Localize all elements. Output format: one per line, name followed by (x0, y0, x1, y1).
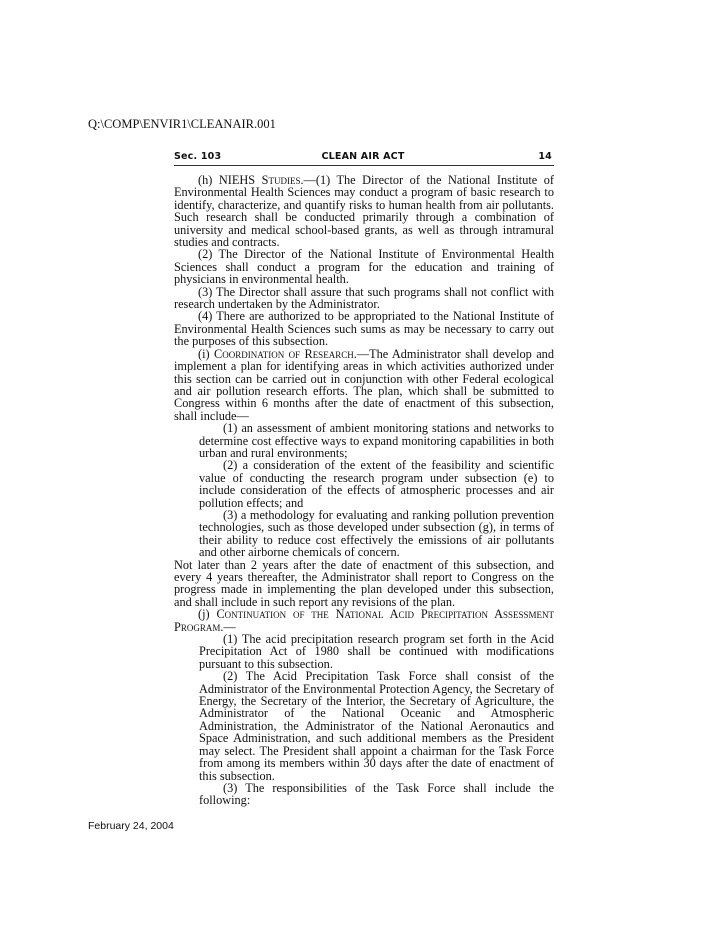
header-page-number: 14 (538, 151, 552, 162)
paragraph-text: Not later than 2 years after the date of enactment of this subsection, and every 4 years thereafter, the Administrator shall report to Congress on the progress made in implementing the plan developed under this subsection, and shall include in such report any revisions of the plan. (174, 557, 554, 609)
paragraph-text: (3) a methodology for evaluating and ranking pollution prevention technologies, such as those developed under subsection (g), in terms of their ability to reduce cost effectively the emissions of air pollutants and other airborne chemicals of concern. (199, 507, 554, 560)
file-path: Q:\COMP\ENVIR1\CLEANAIR.001 (88, 117, 276, 131)
paragraph-heading: Studies (261, 173, 301, 187)
header-rule (174, 165, 554, 166)
paragraph-lead: (h) NIEHS (198, 173, 262, 187)
header-section: Sec. 103 (174, 151, 222, 162)
paragraph (174, 459, 554, 509)
paragraph-lead: (i) (198, 346, 214, 361)
paragraph (174, 509, 554, 559)
paragraph (174, 782, 554, 807)
paragraph-text: (1) The acid precipitation research program set forth in the Acid Precipitation Act of 1980 shall be continued with modifications pursuant to this subsection. (199, 632, 554, 671)
paragraph (174, 633, 554, 670)
paragraph-text: .— (220, 619, 236, 634)
paragraph (174, 559, 554, 609)
paragraph-text: (3) The responsibilities of the Task Force shall include the following: (199, 780, 554, 808)
paragraph (174, 286, 554, 311)
footer-date: February 24, 2004 (88, 820, 174, 832)
paragraph (174, 248, 554, 285)
paragraph (174, 422, 554, 459)
paragraph (174, 608, 554, 633)
paragraph-text: (2) The Director of the National Institute of Environmental Health Sciences shall conduct a program for the education and training of physicians in environmental health. (174, 247, 554, 287)
paragraph-text: (2) The Acid Precipitation Task Force shall consist of the Administrator of the Environmental Protection Agency, the Secretary of Energy, the Secretary of the Interior, the Secretary of Agriculture, the Administrator of the National Oceanic and Atmospheric Administration, the Administrator of the National Aeronautics and Space Administration, and such additional members as the President may select. The President shall appoint a chairman for the Task Force from among its members within 30 days after the date of enactment of this subsection. (199, 669, 554, 783)
paragraph-heading: Continuation of the National Acid Precipitation Assessment Program (174, 607, 554, 634)
paragraph (174, 310, 554, 347)
paragraph-heading: Coordination of Research (214, 346, 354, 361)
paragraph-text: (4) There are authorized to be appropriated to the National Institute of Environmental Health Sciences such sums as may be necessary to carry out the purposes of this subsection. (174, 309, 554, 349)
header-title: CLEAN AIR ACT (321, 151, 405, 162)
paragraph-text: (1) an assessment of ambient monitoring stations and networks to determine cost effective ways to expand monitoring capabilities in both urban and rural environments; (199, 421, 554, 460)
paragraph-text: (2) a consideration of the extent of the feasibility and scientific value of conducting the research program under subsection (e) to include consideration of the effects of atmospheric processes and air pollution effects; and (199, 458, 554, 510)
paragraph-text: (3) The Director shall assure that such programs shall not conflict with research undertaken by the Administrator. (174, 284, 554, 312)
document-body (174, 174, 554, 807)
paragraph (174, 348, 554, 422)
paragraph-text: .—The Administrator shall develop and implement a plan for identifying areas in which activities authorized under this section can be carried out in conjunction with other Federal ecological and air pollution research efforts. The plan, which shall be submitted to Congress within 6 months after the date of enactment of this subsection, shall include— (174, 346, 554, 423)
paragraph-text: .—(1) The Director of the National Institute of Environmental Health Sciences may conduct a program of basic research to identify, characterize, and quantify risks to human health from air pollutants. Such research shall be conducted primarily through a combination of university and medical school-based grants, as well as through intramural studies and contracts. (174, 173, 554, 250)
paragraph (174, 670, 554, 782)
paragraph-lead: (j) (198, 607, 217, 622)
paragraph (174, 174, 554, 248)
